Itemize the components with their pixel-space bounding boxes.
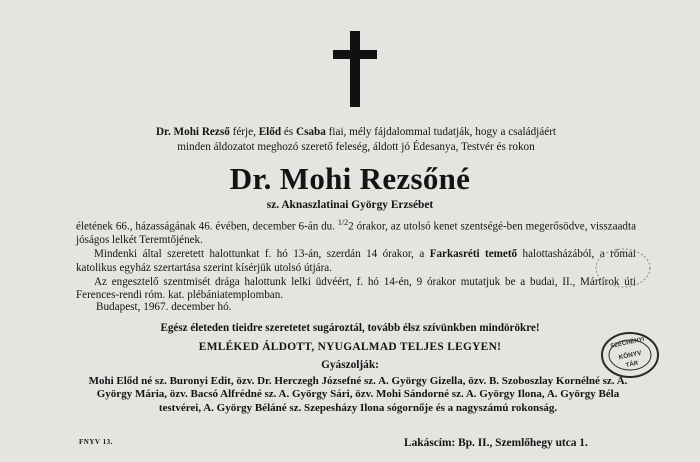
cross-icon	[333, 31, 377, 107]
print-code: FNYV 13.	[79, 438, 113, 446]
mourners-title: Gyászolják:	[321, 359, 379, 371]
death-paragraph: életének 66., házasságának 46. évében, december 6-án du. $^{1/2}$2 órakor, az utolsó kenet szentségé-ben megerősödve, visszaadta jóságos lelkét Teremtőjének.	[76, 218, 636, 247]
faint-stamp-icon	[594, 247, 652, 289]
stamp-top: SZÉCHÉNYI	[610, 336, 645, 350]
blessing-line: EMLÉKED ÁLDOTT, NYUGALMAD TELJES LEGYEN!	[198, 341, 502, 353]
mourners-list: Mohi Előd né sz. Buronyi Edit, özv. Dr. Herczegh Józsefné sz. A. György Gizella, özv. B. Szoboszlay Kornélné sz. A. György Mária, özv. Bacsó Alfrédné sz. A. György Sári, özv. Mohi Sándorné sz. A. György Ilona, A. György Béla testvérei, A. György Béláné sz. Szepesházy Ilona sógornője és a nagyszámú rokonság.	[88, 375, 628, 414]
home-address: Lakáscím: Bp. II., Szemlőhegy utca 1.	[404, 437, 588, 449]
notice-body	[76, 216, 636, 303]
motto-line: Egész életeden tieidre szeretetet sugároztál, tovább élsz szívünkben mindörökre!	[160, 322, 540, 334]
stamp-middle: KÖNYV	[618, 349, 643, 362]
library-stamp-icon	[600, 330, 660, 380]
funeral-paragraph: Mindenki által szeretett halottunkat f. hó 13-án, szerdán 14 órakor, a Farkasréti temető halottasházából, a római katolikus egyház szertartása szerint kísérjük utolsó útjára.	[76, 248, 636, 274]
intro-text: Dr. Mohi Rezső férje, Előd és Csaba fiai, mély fájdalommal tudatják, hogy a családjáért minden áldozatot meghozó szerető feleség, áldott jó Édesanya, Testvér és rokon	[155, 126, 557, 153]
deceased-name: Dr. Mohi Rezsőné	[229, 161, 471, 196]
maiden-name: sz. Aknaszlatinai György Erzsébet	[266, 199, 434, 211]
date-line: Budapest, 1967. december hó.	[96, 301, 232, 313]
stamp-bottom: TÁR	[625, 360, 639, 369]
mass-paragraph: Az engesztelő szentmisét drága halottunk lelki üdvéért, f. hó 14-én, 9 órakor mutatjuk be a budai, II., Mártírok úti Ferences-rendi róm. kat. plébániatemplomban.	[76, 275, 636, 302]
